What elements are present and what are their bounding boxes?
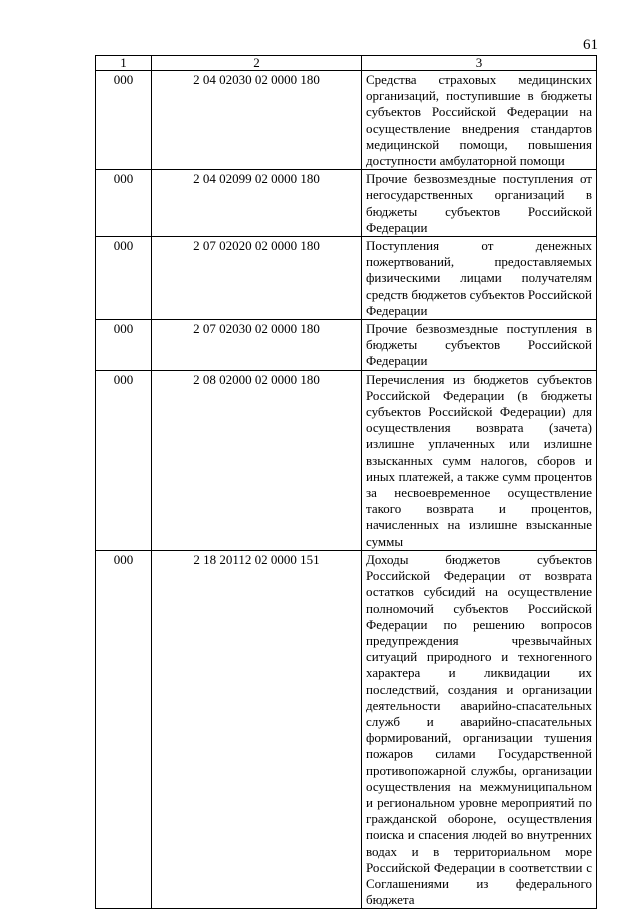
revenue-name-cell: Поступления от денежных пожертвований, предоставляемых физическими лицами получателям средств бюджетов субъектов Российской Федерации (362, 237, 597, 320)
table-row (96, 320, 597, 371)
admin-code-cell: 000 (96, 550, 152, 908)
revenue-code-cell: 2 04 02099 02 0000 180 (152, 170, 362, 237)
revenue-name-cell: Перечисления из бюджетов субъектов Российской Федерации (в бюджеты субъектов Российской Федерации) для осуществления возврата (зачета) излишне уплаченных или излишне взысканных сумм налогов, сборов и иных платежей, а также сумм процентов за несвоевременное осуществление такого возврата и процентов, начисленных на излишне взысканные суммы (362, 370, 597, 550)
table-row (96, 237, 597, 320)
admin-code-cell: 000 (96, 320, 152, 371)
revenue-code-cell: 2 07 02030 02 0000 180 (152, 320, 362, 371)
revenue-code-cell: 2 18 20112 02 0000 151 (152, 550, 362, 908)
revenue-code-cell: 2 04 02030 02 0000 180 (152, 71, 362, 170)
column-header-revenue-code: 2 (152, 56, 362, 71)
admin-code-cell: 000 (96, 170, 152, 237)
admin-code-cell: 000 (96, 71, 152, 170)
table-row (96, 71, 597, 170)
revenue-name-cell: Прочие безвозмездные поступления в бюджеты субъектов Российской Федерации (362, 320, 597, 371)
revenue-name-cell: Доходы бюджетов субъектов Российской Федерации от возврата остатков субсидий на осуществление полномочий субъектов Российской Федерации по решению вопросов предупреждения чрезвычайных ситуаций природного и техногенного характера и ликвидации их последствий, создания и организации деятельности аварийно-спасательных служб и аварийно-спасательных формирований, организации тушения пожаров силами Государственной противопожарной службы, организации осуществления на межмуниципальном и региональном уровне мероприятий по гражданской обороне, осуществления поиска и спасения людей во внутренних водах и в территориальном море Российской Федерации в соответствии с Соглашениями из федерального бюджета (362, 550, 597, 908)
page-number: 61 (583, 37, 598, 53)
admin-code-cell: 000 (96, 370, 152, 550)
admin-code-cell: 000 (96, 237, 152, 320)
table-row (96, 550, 597, 908)
revenue-code-cell: 2 08 02000 02 0000 180 (152, 370, 362, 550)
revenue-classification-table (95, 55, 597, 909)
column-header-revenue-name: 3 (362, 56, 597, 71)
column-header-admin-code: 1 (96, 56, 152, 71)
revenue-name-cell: Прочие безвозмездные поступления от негосударственных организаций в бюджеты субъектов Российской Федерации (362, 170, 597, 237)
table-row (96, 370, 597, 550)
revenue-name-cell: Средства страховых медицинских организаций, поступившие в бюджеты субъектов Российской Федерации на осуществление внедрения стандартов медицинской помощи, повышения доступности амбулаторной помощи (362, 71, 597, 170)
table-row (96, 170, 597, 237)
revenue-code-cell: 2 07 02020 02 0000 180 (152, 237, 362, 320)
table-header-row (96, 56, 597, 71)
